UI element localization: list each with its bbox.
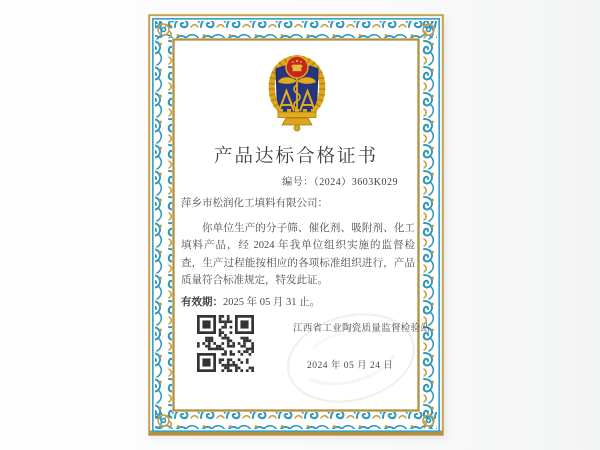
quality-supervision-badge-icon (263, 51, 331, 133)
certificate-title: 产品达标合格证书 (213, 147, 378, 167)
validity-value: 2025 年 05 月 31 止。 (223, 296, 321, 308)
serial-number (282, 173, 398, 188)
serial-value: （2024）3603K029 (313, 177, 398, 188)
qr-code (197, 315, 254, 372)
recipient-line: 萍乡市松润化工填料有限公司： (181, 198, 328, 209)
issue-date: 2024 年 05 月 24 日 (307, 361, 394, 371)
issuer-name: 江西省工业陶瓷质量监督检验站 (293, 324, 431, 334)
validity-label: 有效期： (181, 296, 223, 308)
certificate-page (148, 14, 444, 436)
serial-label: 编号： (282, 177, 314, 188)
body-paragraph: 你单位生产的分子筛、催化剂、吸附剂、化工填料产品，经 2024 年我单位组织实施的监督检查，生产过程能按相应的各项标准组织进行，产品质量符合标准规定，特发此证。 (181, 222, 415, 286)
validity-line (181, 294, 415, 312)
certificate-body (181, 195, 415, 311)
